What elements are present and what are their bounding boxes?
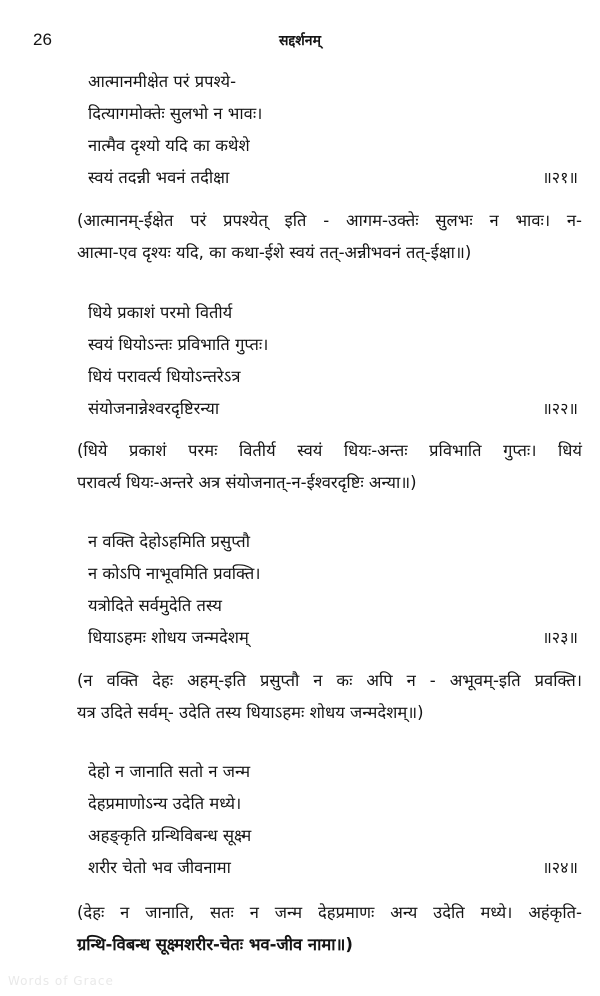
bleed-through-text: Words of Grace: [8, 974, 114, 988]
running-title: सद्दर्शनम्: [279, 33, 321, 49]
verse-line: न वक्ति देहोऽहमिति प्रसुप्तौ: [88, 532, 250, 551]
gloss-22: [77, 435, 582, 499]
verse-line: अहङ्कृति ग्रन्थिविबन्ध सूक्ष्म: [88, 826, 252, 845]
verse-23: [88, 526, 578, 654]
verse-line-last: [88, 162, 578, 194]
verse-line: दित्यागमोक्तेः सुलभो न भावः।: [88, 104, 263, 123]
page-header: [0, 30, 600, 54]
verse-text: धियाऽहमः शोधय जन्मदेशम्: [88, 628, 249, 647]
verse-line: धियं परावर्त्य धियोऽन्तरेऽत्र: [88, 367, 241, 386]
gloss-line: (देहः न जानाति, सतः न जन्म देहप्रमाणः अन्य उदेति मध्ये। अहंकृति-: [77, 903, 582, 922]
gloss-line: ग्रन्थि-विबन्ध सूक्ष्मशरीर-चेतः भव-जीव नामा॥): [77, 935, 353, 954]
verse-number: ॥२१॥: [542, 168, 578, 187]
verse-21: [88, 66, 578, 194]
gloss-line: परावर्त्य धियः-अन्तरे अत्र संयोजनात्-न-ईश्वरदृष्टिः अन्या॥): [77, 473, 417, 492]
verse-line-last: [88, 622, 578, 654]
verse-text: स्वयं तदन्नी भवनं तदीक्षा: [88, 168, 230, 187]
page-number: 26: [33, 30, 52, 49]
verse-line: न कोऽपि नाभूवमिति प्रवक्ति।: [88, 564, 261, 583]
verse-line: स्वयं धियोऽन्तः प्रविभाति गुप्तः।: [88, 335, 269, 354]
gloss-line: यत्र उदिते सर्वम्- उदेति तस्य धियाऽहमः शोधय जन्मदेशम्॥): [77, 703, 424, 722]
gloss-line: (आत्मानम्-ईक्षेत परं प्रपश्येत् इति - आगम-उक्तेः सुलभः न भावः। न-: [77, 211, 582, 230]
verse-line-last: [88, 852, 578, 884]
verse-line: आत्मानमीक्षेत परं प्रपश्ये-: [88, 72, 237, 91]
verse-line: धिये प्रकाशं परमो वितीर्य: [88, 303, 233, 322]
gloss-24: [77, 897, 582, 961]
verse-24: [88, 756, 578, 884]
verse-line: यत्रोदिते सर्वमुदेति तस्य: [88, 596, 222, 615]
verse-number: ॥२२॥: [542, 399, 578, 418]
verse-number: ॥२३॥: [542, 628, 578, 647]
verse-line: देहप्रमाणोऽन्य उदेति मध्ये।: [88, 794, 242, 813]
verse-text: संयोजनान्नेश्वरदृष्टिरन्या: [88, 399, 220, 418]
gloss-21: [77, 205, 582, 269]
verse-line: देहो न जानाति सतो न जन्म: [88, 762, 251, 781]
verse-line: नात्मैव दृश्यो यदि का कथेशे: [88, 136, 250, 155]
gloss-line: (न वक्ति देहः अहम्-इति प्रसुप्तौ न कः अपि न - अभूवम्-इति प्रवक्ति।: [77, 671, 582, 690]
verse-22: [88, 297, 578, 425]
gloss-line: आत्मा-एव दृश्यः यदि, का कथा-ईशे स्वयं तत्-अन्नीभवनं तत्-ईक्षा॥): [77, 243, 472, 262]
verse-text: शरीर चेतो भव जीवनामा: [88, 858, 231, 877]
gloss-line: (धिये प्रकाशं परमः वितीर्य स्वयं धियः-अन्तः प्रविभाति गुप्तः। धियं: [77, 441, 582, 460]
verse-number: ॥२४॥: [542, 858, 578, 877]
verse-line-last: [88, 393, 578, 425]
gloss-23: [77, 665, 582, 729]
